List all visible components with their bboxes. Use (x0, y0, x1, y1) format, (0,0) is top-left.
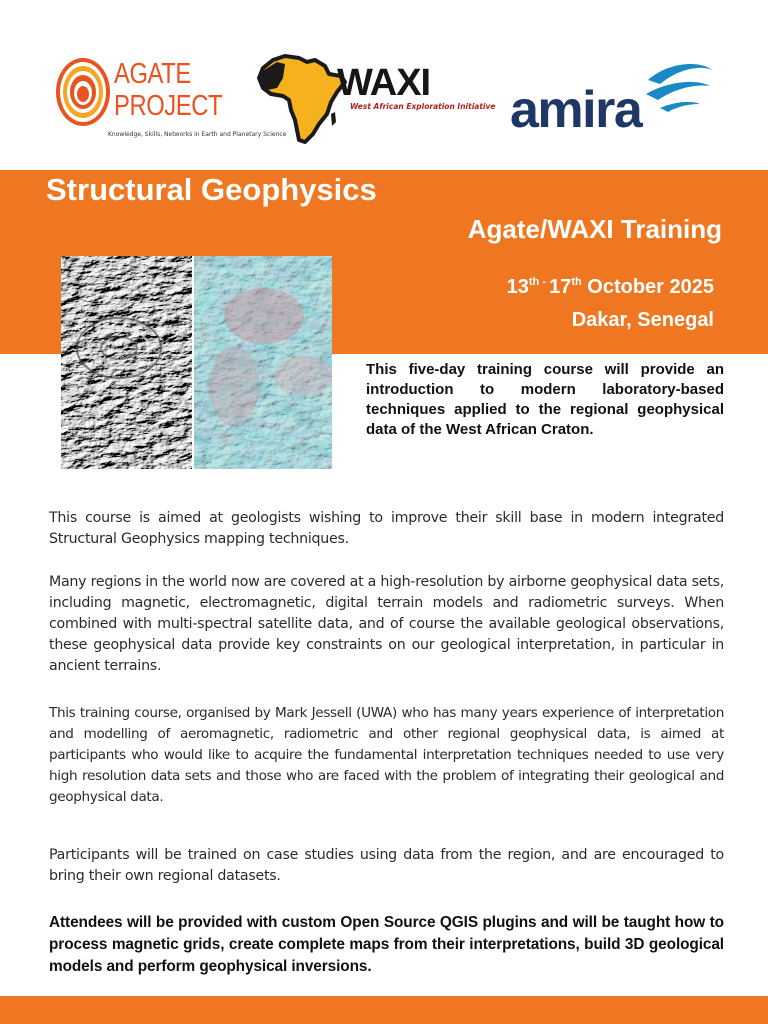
training-subtitle: Agate/WAXI Training (467, 214, 722, 244)
waxi-logo (255, 50, 496, 146)
colour-geophysics-image (194, 256, 332, 469)
footer-bar (0, 996, 768, 1024)
paragraph-attendees: Attendees will be provided with custom Open Source QGIS plugins and will be taught how to process magnetic grids, create complete maps from their interpretations, build 3D geological models and perform geophysical inversions. (49, 914, 724, 975)
geophysics-images (61, 256, 332, 469)
agate-rings-icon (54, 56, 112, 128)
africa-map-icon (255, 50, 350, 146)
paragraph-organiser: This training course, organised by Mark Jessell (UWA) who has many years experience of interpretation and modelling of aeromagnetic, radiometric and other regional geophysical data, is aimed at participants who would like to acquire the fundamental interpretation techniques needed to use very high resolution data sets and those who are faced with the problem of integrating their geological and geophysical data. (49, 705, 724, 805)
paragraph-data-coverage: Many regions in the world now are covered at a high-resolution by airborne geophysical data sets, including magnetic, electromagnetic, digital terrain models and radiometric surveys. When combined with multi-spectral satellite data, and of course the available geological observations, these geophysical data provide key constraints on our geological interpretation, in particular in ancient terrains. (49, 574, 724, 674)
event-dates: $13^{th -}$ 17th October 2025 (506, 276, 714, 298)
amira-swoosh-icon (638, 60, 716, 112)
intro-summary: This five-day training course will provide an introduction to modern laboratory-based techniques applied to the regional geophysical data of the West African Craton. (366, 361, 724, 438)
magnetic-grid-image (61, 256, 192, 469)
agate-name: AGATE PROJECT (114, 58, 223, 122)
waxi-subtitle: West African Exploration Initiative (350, 102, 496, 111)
amira-logo (510, 60, 720, 140)
logo-row (0, 0, 768, 170)
waxi-name: WAXI (337, 62, 431, 104)
agate-tagline: Knowledge, Skills, Networks in Earth and Planetary Science (108, 131, 287, 138)
paragraph-audience: This course is aimed at geologists wishing to improve their skill base in modern integrated Structural Geophysics mapping techniques. (49, 510, 724, 547)
page-title: Structural Geophysics (46, 172, 377, 207)
agate-project-logo (54, 56, 287, 146)
paragraph-case-studies: Participants will be trained on case studies using data from the region, and are encouraged to bring their own regional datasets. (49, 847, 724, 884)
amira-name: amira (510, 81, 642, 139)
event-location: Dakar, Senegal (571, 309, 714, 331)
